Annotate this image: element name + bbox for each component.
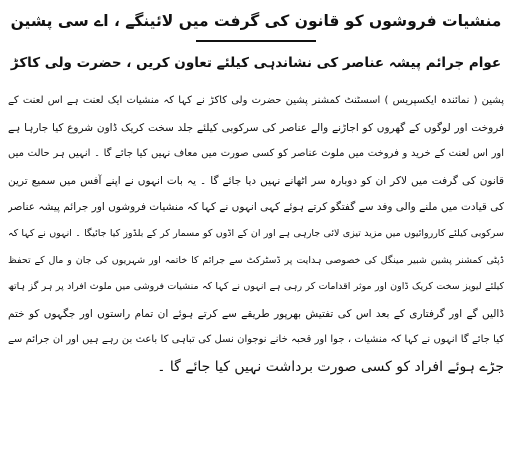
- article-body-line: فروخت اور لوگوں کے گھروں کو اجاڑنے والے عناصر کی سرکوبی کیلئے جلد سخت کریک ڈاون شروع کیا جارہا ہے: [8, 121, 504, 134]
- article-body-line: سرکوبی کیلئے کارروائیوں میں مزید تیزی لائی جارہی ہے اور ان کے اڈوں کو مسمار کر کے بلڈوز کیا جائیگا ۔ انہوں نے کہا کہ: [8, 227, 504, 239]
- article-body: [8, 88, 504, 381]
- article-body-line: پشین ( نمائندہ ایکسپریس ) اسسٹنٹ کمشنر پشین حضرت ولی کاکڑ نے کہا کہ منشیات ایک لعنت ہے اس لعنت کے: [8, 95, 504, 106]
- article-body-line: قانون کی گرفت میں لاکر ان کو دوبارہ سر اٹھانے نہیں دیا جائے گا ۔ یہ بات انہوں نے اپنے آفس میں سمیع ترین: [8, 174, 504, 187]
- article-body-line: کیا جائے گا انہوں نے کہا کہ منشیات ، جوا اور قحبہ خانے نوجوان نسل کی تباہی کا باعث بن رہے ہیں اور ان جرائم سے: [8, 334, 504, 346]
- article-body-line: ڈالیں گے اور گرفتاری کے بعد اس کی تفتیش بھرپور طریقے سے کرتے ہوئے ان تمام راستوں اور جگہوں کو ختم: [8, 307, 504, 320]
- article-subheadline: عوام جرائم پیشہ عناصر کی نشاندہی کیلئے تعاون کریں ، حضرت ولی کاکڑ: [10, 55, 502, 71]
- article-body-line: کیلئے لیویز سخت کریک ڈاون اور موثر اقدامات کر رہی ہے انہوں نے کہا کہ منشیات فروشی میں ملوث افراد پر ہر گز ہاتھ: [8, 281, 504, 293]
- article-body-line: اور اس لعنت کے خرید و فروخت میں ملوث عناصر کو کسی صورت میں معاف نہیں کیا جائے گا ۔ انہیں ہر حالت میں: [8, 148, 504, 160]
- headline-divider: [196, 40, 316, 42]
- article-body-line: جڑے ہوئے افراد کو کسی صورت برداشت نہیں کیا جائے گا ۔: [157, 358, 504, 375]
- article-body-line: کی قیادت میں ملنے والی وفد سے گفتگو کرتے ہوئے کہی انہوں نے کہا کہ منشیات فروشوں اور جرائم پیشہ عناصر: [8, 201, 504, 214]
- article-headline: منشیات فروشوں کو قانون کی گرفت میں لائینگے ، اے سی پشین: [10, 12, 502, 30]
- article-body-line: ڈپٹی کمشنر پشین شبیر مینگل کی خصوصی ہدایت پر ڈسٹرکٹ سے جرائم کا خاتمہ اور شہریوں کی جان و مال کے تحفظ: [8, 254, 504, 266]
